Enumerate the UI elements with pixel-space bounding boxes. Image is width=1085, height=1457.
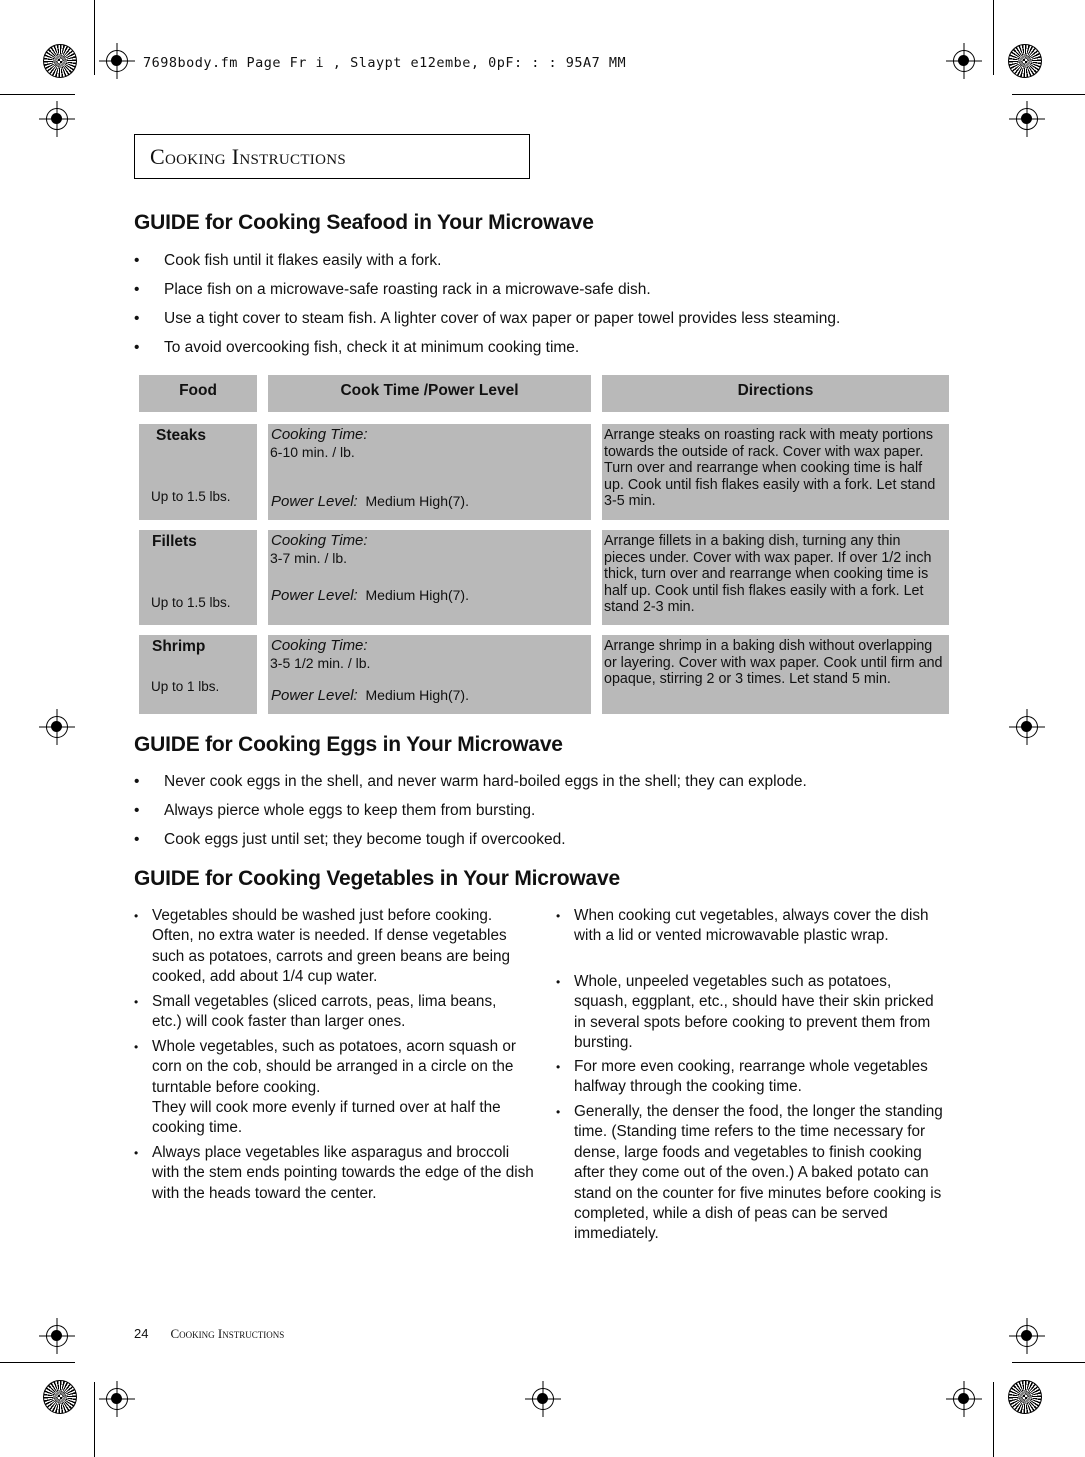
color-bar-star-icon xyxy=(1008,44,1042,78)
table-row xyxy=(139,530,257,625)
table-header-directions: Directions xyxy=(602,375,949,412)
food-name: Fillets xyxy=(152,533,197,550)
table-row xyxy=(139,424,257,520)
registration-mark-icon xyxy=(46,108,68,130)
registration-mark-icon xyxy=(106,1388,128,1410)
page-number: 24 xyxy=(134,1326,149,1341)
file-info-slug: 7698body.fm Page Fr i , Slaypt e12embe, 0pF: : : 95A7 MM xyxy=(143,55,627,71)
directions-text: Arrange fillets in a baking dish, turning any thin pieces under. Cover with wax paper. If over 1/2 inch thick, turn over and rearrange when cooking time is half up. Cook until fish flakes easily with a fork. Let stand 2-3 min. xyxy=(604,533,932,616)
directions-text: Arrange shrimp in a baking dish without overlapping or layering. Cover with wax paper. Cook until firm and opaque, stirring 2 or 3 times. Let stand 5 min. xyxy=(604,638,943,688)
cook-time-cell xyxy=(268,635,591,714)
food-amount: Up to 1.5 lbs. xyxy=(151,595,231,610)
registration-mark-icon xyxy=(1016,716,1038,738)
section-header-box xyxy=(134,134,530,179)
power-level: Power Level: Medium High(7). xyxy=(271,687,469,704)
power-level: Power Level: Medium High(7). xyxy=(271,587,469,604)
seafood-heading: GUIDE for Cooking Seafood in Your Microwave xyxy=(134,211,594,234)
page-footer xyxy=(134,1326,284,1342)
food-amount: Up to 1.5 lbs. xyxy=(151,489,231,504)
directions-cell xyxy=(602,424,949,520)
footer-section-title: Cooking Instructions xyxy=(170,1326,285,1341)
table-header-food: Food xyxy=(139,375,257,412)
directions-cell xyxy=(602,530,949,625)
registration-mark-icon xyxy=(953,1388,975,1410)
directions-text: Arrange steaks on roasting rack with meaty portions towards the outside of rack. Cover with wax paper. Turn over and rearrange when cooking time is half up. Cook until fish flakes easily with a fork. Let stand 3-5 min. xyxy=(604,427,936,510)
cook-time-label: Cooking Time: xyxy=(271,426,368,443)
registration-mark-icon xyxy=(106,50,128,72)
color-bar-star-icon xyxy=(43,1380,77,1414)
cook-time-value: 3-5 1/2 min. / lb. xyxy=(270,655,371,671)
registration-mark-icon xyxy=(953,50,975,72)
color-bar-star-icon xyxy=(43,44,77,78)
cook-time-value: 6-10 min. / lb. xyxy=(270,444,355,460)
food-amount: Up to 1 lbs. xyxy=(151,679,220,694)
section-header-title: Cooking Instructions xyxy=(150,144,347,169)
registration-mark-icon xyxy=(532,1388,554,1410)
table-row xyxy=(139,635,257,714)
vegetables-heading: GUIDE for Cooking Vegetables in Your Microwave xyxy=(134,867,620,890)
power-level: Power Level: Medium High(7). xyxy=(271,493,469,510)
food-name: Shrimp xyxy=(152,638,206,655)
eggs-heading: GUIDE for Cooking Eggs in Your Microwave xyxy=(134,733,563,756)
registration-mark-icon xyxy=(46,1325,68,1347)
registration-mark-icon xyxy=(1016,108,1038,130)
cook-time-cell xyxy=(268,424,591,520)
cook-time-cell xyxy=(268,530,591,625)
cook-time-label: Cooking Time: xyxy=(271,532,368,549)
registration-mark-icon xyxy=(46,716,68,738)
table-header-cook-time: Cook Time /Power Level xyxy=(268,375,591,412)
directions-cell xyxy=(602,635,949,714)
color-bar-star-icon xyxy=(1008,1380,1042,1414)
cook-time-value: 3-7 min. / lb. xyxy=(270,550,348,566)
registration-mark-icon xyxy=(1016,1325,1038,1347)
cook-time-label: Cooking Time: xyxy=(271,637,368,654)
food-name: Steaks xyxy=(156,427,206,444)
